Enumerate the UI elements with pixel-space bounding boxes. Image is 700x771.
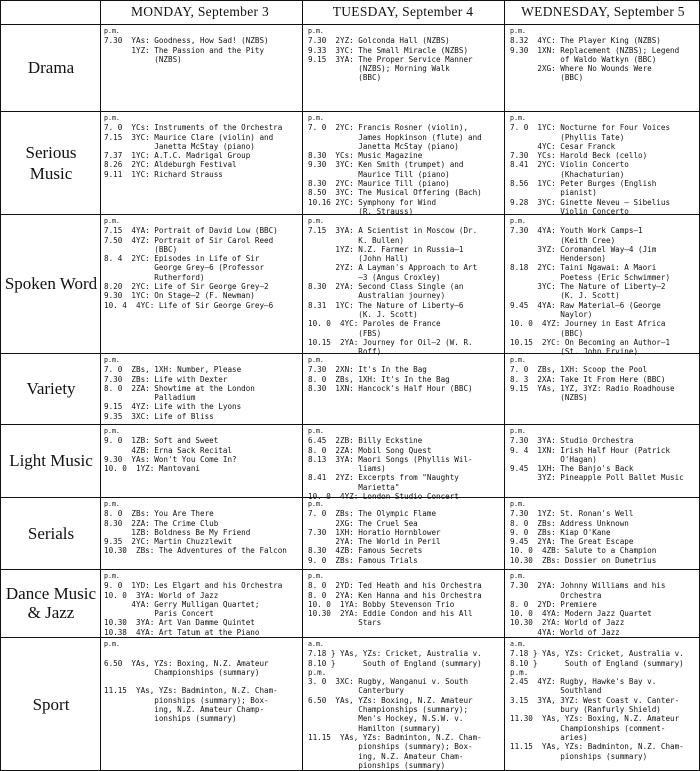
listing-line: (Phyllis Tate) bbox=[510, 132, 625, 142]
listing-line: (BBC) bbox=[510, 328, 584, 338]
listing-variety-wednesday bbox=[510, 356, 698, 422]
listing-line: 7.30 3YA: Studio Orchestra bbox=[510, 436, 634, 446]
listing-line: 7.30 4YA: Youth Work Camps—1 bbox=[510, 226, 643, 236]
listing-line: (K. J. Scott) bbox=[308, 309, 418, 319]
listing-line: Henderson) bbox=[510, 254, 607, 264]
listing-line: bury (Ranfurly Shield) bbox=[510, 705, 661, 715]
time-period-label: a.m. bbox=[308, 640, 324, 648]
listing-variety-monday bbox=[104, 356, 302, 422]
listing-spoken-word-monday bbox=[104, 217, 302, 351]
listing-line: 2XG: The Cruel Sea bbox=[308, 518, 418, 528]
listing-line: 7.30 YCs: Harold Beck (cello) bbox=[510, 151, 648, 161]
listing-line: 10. 0 4YA: Modern Jazz Quartet bbox=[510, 609, 652, 619]
listing-line: 8.41 2YZ: Excerpts from "Naughty bbox=[308, 473, 459, 483]
listing-line: 9.35 2YC: Martin Chuzzlewit bbox=[104, 537, 233, 547]
listing-spoken-word-wednesday bbox=[510, 217, 698, 357]
listing-line: Naylor) bbox=[510, 309, 593, 319]
listing-line: (BBC) bbox=[308, 73, 382, 83]
listing-line: 9. 4 1XN: Irish Half Hour (Patrick bbox=[510, 445, 671, 455]
listing-line: 9.15 3YA: The Proper Service Manner bbox=[308, 54, 473, 64]
listing-line: 7.30 2XN: It's In the Bag bbox=[308, 365, 427, 375]
listing-line: 4YC: Cesar Franck bbox=[510, 141, 616, 151]
listing-line: Rutherford) bbox=[104, 272, 205, 282]
listing-line: O'Hagan) bbox=[510, 454, 597, 464]
listing-line: pionships (summary) bbox=[510, 751, 648, 761]
listing-line: 10. 0 4YZ: Journey in East Africa bbox=[510, 319, 666, 329]
listing-line: 2YA: The World in Peril bbox=[308, 537, 441, 547]
listing-line: Violin Concerto bbox=[510, 206, 629, 216]
listing-serials-monday bbox=[104, 500, 302, 567]
listing-line: (K. J. Scott) bbox=[510, 291, 620, 301]
listing-line: 6.50 YAs, YZs: Boxing, N.Z. Amateur bbox=[104, 658, 269, 668]
listing-line: p.m. bbox=[510, 667, 529, 677]
listing-line: Orchestra bbox=[510, 590, 602, 600]
listing-line: 11.15 YAs, YZs: Badminton, N.Z. Cham- bbox=[510, 742, 684, 752]
listing-dance-music-jazz-monday bbox=[104, 572, 302, 635]
listing-line: 7. 0 1YC: Nocturne for Four Voices bbox=[510, 123, 671, 133]
time-period-label: p.m. bbox=[308, 500, 324, 508]
listing-line: Hamilton (summary) bbox=[308, 723, 441, 733]
listing-line: 8.30 4ZB: Famous Secrets bbox=[308, 546, 423, 556]
listing-line: Australian journey) bbox=[308, 291, 446, 301]
listing-line: 4ZB: Erna Sack Recital bbox=[104, 445, 233, 455]
listing-line: 10.30 ZBs: Dossier on Dumetrius bbox=[510, 555, 657, 565]
listing-line: (NZBS) bbox=[510, 393, 588, 403]
listing-line: (St. John Ervine) bbox=[510, 347, 639, 357]
listing-line: Janetta McStay (piano) bbox=[104, 141, 255, 151]
listing-line: 2YZ: A Layman's Approach to Art bbox=[308, 263, 478, 273]
listing-line: 1YZ: N.Z. Farmer in Russia—1 bbox=[308, 244, 464, 254]
listing-line: (John Hall) bbox=[308, 254, 409, 264]
time-period-label: p.m. bbox=[104, 114, 120, 122]
listing-line: 11.15 YAs, YZs: Badminton, N.Z. Cham- bbox=[308, 732, 482, 742]
row-rule bbox=[0, 569, 700, 570]
listing-line: 10. 4 4YC: Life of Sir George Grey—6 bbox=[104, 300, 274, 310]
time-period-label: p.m. bbox=[308, 572, 324, 580]
row-rule bbox=[0, 497, 700, 498]
listing-line: 7.30 2YZ: Golconda Hall (NZBS) bbox=[308, 36, 450, 46]
listing-line: ing, N.Z. Amateur Champ- bbox=[104, 705, 265, 715]
time-period-label: p.m. bbox=[104, 217, 120, 225]
listing-line: 8. 0 2YD: Ted Heath and his Orchestra bbox=[308, 581, 482, 591]
listing-line: 10. 0 4ZB: Salute to a Champion bbox=[510, 546, 657, 556]
listing-serious-music-monday bbox=[104, 114, 302, 212]
row-rule bbox=[0, 24, 700, 25]
listing-sport-wednesday bbox=[510, 640, 698, 769]
listing-line: (Khachaturian) bbox=[510, 169, 625, 179]
listing-line: 3YZ: Pineapple Poll Ballet Music bbox=[510, 473, 684, 483]
listing-line: 9.45 2YA: The Great Escape bbox=[510, 537, 634, 547]
listing-line: 9.15 4YZ: Life with the Lyons bbox=[104, 402, 242, 412]
time-period-label: p.m. bbox=[510, 572, 526, 580]
listing-serials-wednesday bbox=[510, 500, 698, 567]
listing-line: Men's Hockey, N.S.W. v. bbox=[308, 714, 464, 724]
listing-line: 9. 0 1ZB: Soft and Sweet bbox=[104, 436, 219, 446]
listing-line: 7.30 ZBs: Life with Dexter bbox=[104, 374, 228, 384]
listing-line: pionships (summary) bbox=[308, 760, 446, 770]
day-header-monday: MONDAY, September 3 bbox=[130, 4, 270, 19]
time-period-label: p.m. bbox=[104, 640, 120, 648]
listing-line: 7.50 4YZ: Portrait of Sir Carol Reed bbox=[104, 235, 274, 245]
listing-line: 9.28 3YC: Ginette Neveu — Sibelius bbox=[510, 197, 671, 207]
listing-variety-tuesday bbox=[308, 356, 504, 422]
listing-spoken-word-tuesday bbox=[308, 217, 504, 357]
listing-line: Southland bbox=[510, 686, 602, 696]
column-rule bbox=[302, 0, 303, 771]
listing-line: 7. 0 YCs: Instruments of the Orchestra bbox=[104, 123, 283, 133]
listing-line: K. Bullen) bbox=[308, 235, 405, 245]
listing-line: James Hopkinson (flute) and bbox=[308, 132, 482, 142]
listing-line: 10.30 2YA: Eddie Condon and his All bbox=[308, 609, 473, 619]
listing-line: 8.18 2YC: Taini Ngawai: A Maori bbox=[510, 263, 657, 273]
row-rule bbox=[0, 214, 700, 215]
listing-line: 8.32 4YC: The Player King (NZBS) bbox=[510, 36, 661, 46]
time-period-label: p.m. bbox=[510, 500, 526, 508]
listing-line bbox=[104, 677, 302, 686]
listing-line: Roff) bbox=[308, 347, 382, 357]
listing-line: 7.18 } YAs, YZs: Cricket, Australia v. bbox=[308, 649, 482, 659]
listing-line: 8.56 1YC: Peter Burges (English bbox=[510, 179, 657, 189]
listing-sport-monday bbox=[104, 640, 302, 769]
listing-line: 8. 4 2YC: Episodes in Life of Sir bbox=[104, 254, 260, 264]
listing-light-music-monday bbox=[104, 427, 302, 495]
listing-line: 7. 0 ZBs, 1XH: Scoop the Pool bbox=[510, 365, 648, 375]
category-serious-music: Serious Music bbox=[25, 142, 77, 183]
listing-line: Maurice Till (piano) bbox=[308, 169, 450, 179]
listing-line: p.m. bbox=[308, 667, 327, 677]
listing-line: 9.30 3YC: Ken Smith (trumpet) and bbox=[308, 160, 464, 170]
time-period-label: p.m. bbox=[308, 427, 324, 435]
listing-line: 9.45 1XH: The Banjo's Back bbox=[510, 464, 634, 474]
listing-serious-music-wednesday bbox=[510, 114, 698, 216]
listing-line: Poetess (Eric Schwimmer) bbox=[510, 272, 671, 282]
listing-line: 2.45 4YZ: Rugby, Hawke's Bay v. bbox=[510, 677, 657, 687]
listing-line: 10. 0 3YA: World of Jazz bbox=[104, 590, 219, 600]
listing-serials-tuesday bbox=[308, 500, 504, 567]
listing-drama-monday bbox=[104, 27, 302, 109]
listing-line: 9.30 1XN: Replacement (NZBS); Legend bbox=[510, 45, 680, 55]
listing-light-music-wednesday bbox=[510, 427, 698, 495]
listing-line: 8. 0 ZBs: Address Unknown bbox=[510, 518, 629, 528]
listing-line: Championships (summary) bbox=[104, 667, 260, 677]
listing-line: 7. 0 ZBs: The Olympic Flame bbox=[308, 509, 437, 519]
listing-line: 9.11 1YC: Richard Strauss bbox=[104, 169, 223, 179]
category-serials: Serials bbox=[27, 523, 75, 543]
listing-line: 7. 0 2YC: Francis Rosner (violin), bbox=[308, 123, 469, 133]
day-header-wednesday: WEDNESDAY, September 5 bbox=[521, 4, 685, 19]
listing-line: 9. 0 ZBs: Kiap O'Kane bbox=[510, 527, 611, 537]
listing-line: George Grey—6 (Professor bbox=[104, 263, 265, 273]
listing-line: Paris Concert bbox=[104, 609, 214, 619]
listing-sport-tuesday bbox=[308, 640, 504, 769]
listing-line: (R. Strauss) bbox=[308, 206, 414, 216]
listing-line: 8.10 } South of England (summary) bbox=[308, 658, 482, 668]
listing-line: 7. 0 ZBs, 1XH: Number, Please bbox=[104, 365, 242, 375]
listing-line: pianist) bbox=[510, 188, 597, 198]
listing-line: 7.30 2YA: Johnny Williams and his bbox=[510, 581, 666, 591]
listing-line: 10.15 2YA: Journey for Oil—2 (W. R. bbox=[308, 337, 473, 347]
listing-line: 8.26 2YC: Aldeburgh Festival bbox=[104, 160, 237, 170]
listing-line: 11.15 YAs, YZs: Badminton, N.Z. Cham- bbox=[104, 686, 278, 696]
listing-line: 8. 0 ZBs: You Are There bbox=[104, 509, 214, 519]
time-period-label: p.m. bbox=[308, 217, 324, 225]
listing-line: 7.30 1XH: Horatio Hornblower bbox=[308, 527, 441, 537]
time-period-label: p.m. bbox=[308, 356, 324, 364]
listing-line: 8. 0 2ZA: Showtime at the London bbox=[104, 383, 255, 393]
listing-line: 9.45 4YA: Raw Material—6 (George bbox=[510, 300, 661, 310]
listing-line: 10.30 ZBs: The Adventures of the Falcon bbox=[104, 546, 287, 556]
listing-line: 7.15 3YC: Maurice Clare (violin) and bbox=[104, 132, 274, 142]
listing-line: 10.38 4YA: Art Tatum at the Piano bbox=[104, 627, 260, 637]
listing-line: 3. 0 3XC: Rugby, Wanganui v. South bbox=[308, 677, 469, 687]
listing-line: 8. 0 ZBs, 1XH: It's In the Bag bbox=[308, 374, 450, 384]
listing-line: 9. 0 1YD: Les Elgart and his Orchestra bbox=[104, 581, 283, 591]
listing-line: 8.30 2YA: Second Class Single (an bbox=[308, 282, 464, 292]
time-period-label: a.m. bbox=[510, 640, 526, 648]
category-drama: Drama bbox=[27, 58, 75, 77]
listing-drama-tuesday bbox=[308, 27, 504, 109]
listing-line: 8.30 2YC: Maurice Till (piano) bbox=[308, 179, 450, 189]
listing-line: 8.30 2ZA: The Crime Club bbox=[104, 518, 219, 528]
row-rule bbox=[0, 424, 700, 425]
time-period-label: p.m. bbox=[308, 27, 324, 35]
listing-line: 8. 0 2ZA: Mobil Song Quest bbox=[308, 445, 432, 455]
listing-line: Championships (comment- bbox=[510, 723, 666, 733]
listing-line: 8. 3 2XA: Take It From Here (BBC) bbox=[510, 374, 666, 384]
listing-light-music-tuesday bbox=[308, 427, 504, 502]
listing-line: 8.41 2YC: Violin Concerto bbox=[510, 160, 629, 170]
listing-line: ionships (summary) bbox=[104, 714, 237, 724]
listing-line: 10. 0 4YC: Paroles de France bbox=[308, 319, 441, 329]
listing-line: Marietta" bbox=[308, 482, 400, 492]
listing-line: 10.30 2YA: World of Jazz bbox=[510, 618, 625, 628]
listing-line: (FBS) bbox=[308, 328, 382, 338]
time-period-label: p.m. bbox=[104, 427, 120, 435]
column-rule bbox=[100, 0, 101, 771]
category-dance-music-jazz: Dance Music & Jazz bbox=[5, 584, 97, 622]
listing-dance-music-jazz-tuesday bbox=[308, 572, 504, 635]
listing-line: 7.37 1YC: A.T.C. Madrigal Group bbox=[104, 151, 251, 161]
listing-line: 9.33 3YC: The Small Miracle (NZBS) bbox=[308, 45, 469, 55]
listing-line bbox=[104, 649, 302, 658]
listing-line: 8. 0 2YD: Premiere bbox=[510, 599, 597, 609]
listing-line: 7.30 YAs: Goodness, How Sad! (NZBS) bbox=[104, 36, 269, 46]
time-period-label: p.m. bbox=[104, 572, 120, 580]
time-period-label: p.m. bbox=[510, 356, 526, 364]
listing-line: 7.15 3YA: A Scientist in Moscow (Dr. bbox=[308, 226, 478, 236]
column-rule bbox=[504, 0, 505, 771]
listing-line: 7.18 } YAs, YZs: Cricket, Australia v. bbox=[510, 649, 684, 659]
listing-line: 3YZ: Coromandel Way—4 (Jim bbox=[510, 244, 657, 254]
listing-line: 10. 0 4YZ: London Studio Concert bbox=[308, 492, 459, 502]
listing-drama-wednesday bbox=[510, 27, 698, 109]
time-period-label: p.m. bbox=[510, 114, 526, 122]
listing-line: 2XG: Where No Wounds Were bbox=[510, 64, 652, 74]
time-period-label: p.m. bbox=[104, 500, 120, 508]
time-period-label: p.m. bbox=[308, 114, 324, 122]
listing-line: Palladium bbox=[104, 393, 196, 403]
listing-line: 6.45 2ZB: Billy Eckstine bbox=[308, 436, 423, 446]
listing-line: 7.30 1YZ: St. Ronan's Well bbox=[510, 509, 634, 519]
listing-line: 11.30 YAs, YZs: Boxing, N.Z. Amateur bbox=[510, 714, 680, 724]
listing-line: aries) bbox=[510, 732, 588, 742]
listing-line: Stars bbox=[308, 618, 382, 628]
row-rule bbox=[0, 353, 700, 354]
listing-line: 9.15 YAs, 1YZ, 3YZ: Radio Roadhouse bbox=[510, 383, 675, 393]
listing-line: 10.16 2YC: Symphony for Wind bbox=[308, 197, 437, 207]
listing-line: 1ZB: Boldness Be My Friend bbox=[104, 527, 251, 537]
listing-line: 7.15 4YA: Portrait of David Low (BBC) bbox=[104, 226, 278, 236]
listing-line: 9.30 YAs: Won't You Come In? bbox=[104, 454, 237, 464]
listing-line: Canterbury bbox=[308, 686, 405, 696]
listing-line: 4YA: Gerry Mulligan Quartet; bbox=[104, 599, 260, 609]
listing-line: (Keith Cree) bbox=[510, 235, 616, 245]
time-period-label: p.m. bbox=[104, 27, 120, 35]
listing-line: (BBC) bbox=[510, 73, 584, 83]
listing-line: Championships (summary); bbox=[308, 705, 469, 715]
listing-line: 9. 0 ZBs: Famous Trials bbox=[308, 555, 418, 565]
listing-line: of Waldo Watkyn (BBC) bbox=[510, 54, 657, 64]
listing-line: pionships (summary); Box- bbox=[308, 742, 473, 752]
row-rule bbox=[0, 0, 700, 1]
category-light-music: Light Music bbox=[9, 451, 93, 470]
listing-line: ing, N.Z. Amateur Cham- bbox=[308, 751, 464, 761]
listing-line: 8.30 YCs: Music Magazine bbox=[308, 151, 423, 161]
column-rule bbox=[0, 0, 1, 771]
listing-line: 8. 0 2YA: Ken Hanna and his Orchestra bbox=[308, 590, 482, 600]
listing-line: 8.13 3YA: Maori Songs (Phyllis Wil- bbox=[308, 454, 473, 464]
listing-line: 10. 0 1YA: Bobby Stevenson Trio bbox=[308, 599, 455, 609]
listing-line: —3 (Angus Croxley) bbox=[308, 272, 441, 282]
time-period-label: p.m. bbox=[510, 427, 526, 435]
listing-line: 10.15 2YC: On Becoming an Author—1 bbox=[510, 337, 671, 347]
time-period-label: p.m. bbox=[510, 217, 526, 225]
listing-line: 8.31 1YC: The Nature of Liberty—6 bbox=[308, 300, 464, 310]
listing-line: 8.50 3YC: The Musical Offering (Bach) bbox=[308, 188, 482, 198]
listing-line: 3.15 3YA, 3YZ: West Coast v. Canter- bbox=[510, 695, 680, 705]
category-spoken-word: Spoken Word bbox=[4, 274, 98, 293]
listing-serious-music-tuesday bbox=[308, 114, 504, 216]
listing-line: 10.30 3YA: Art Van Damme Quintet bbox=[104, 618, 255, 628]
listing-line: (NZBS); Morning Walk bbox=[308, 64, 450, 74]
listing-line: 8.30 1XN: Hancock's Half Hour (BBC) bbox=[308, 383, 473, 393]
listing-line: Janetta McStay (piano) bbox=[308, 141, 459, 151]
category-variety: Variety bbox=[26, 379, 76, 398]
time-period-label: p.m. bbox=[510, 27, 526, 35]
listing-line: 8.20 2YC: Life of Sir George Grey—2 bbox=[104, 282, 269, 292]
listing-line: 9.30 1YC: On Stage—2 (F. Newman) bbox=[104, 291, 255, 301]
row-rule bbox=[0, 111, 700, 112]
listing-line: 1YZ: The Passion and the Pity bbox=[104, 45, 265, 55]
listing-dance-music-jazz-wednesday bbox=[510, 572, 698, 635]
day-header-tuesday: TUESDAY, September 4 bbox=[332, 4, 474, 19]
listing-line: (BBC) bbox=[104, 244, 178, 254]
listing-line: 4YA: World of Jazz bbox=[510, 627, 620, 637]
listing-line: 10. 0 1YZ: Mantovani bbox=[104, 464, 201, 474]
listing-line: pionships (summary); Box- bbox=[104, 695, 269, 705]
row-rule bbox=[0, 637, 700, 638]
listing-line: 9.35 3XC: Life of Bliss bbox=[104, 411, 214, 421]
listing-line: 8.10 } South of England (summary) bbox=[510, 658, 684, 668]
time-period-label: p.m. bbox=[104, 356, 120, 364]
listing-line: 6.50 YAs, YZs: Boxing, N.Z. Amateur bbox=[308, 695, 473, 705]
category-sport: Sport bbox=[32, 694, 70, 714]
listing-line: liams) bbox=[308, 464, 386, 474]
listing-line: (NZBS) bbox=[104, 54, 182, 64]
listing-line: 3YC: The Nature of Liberty—2 bbox=[510, 282, 666, 292]
